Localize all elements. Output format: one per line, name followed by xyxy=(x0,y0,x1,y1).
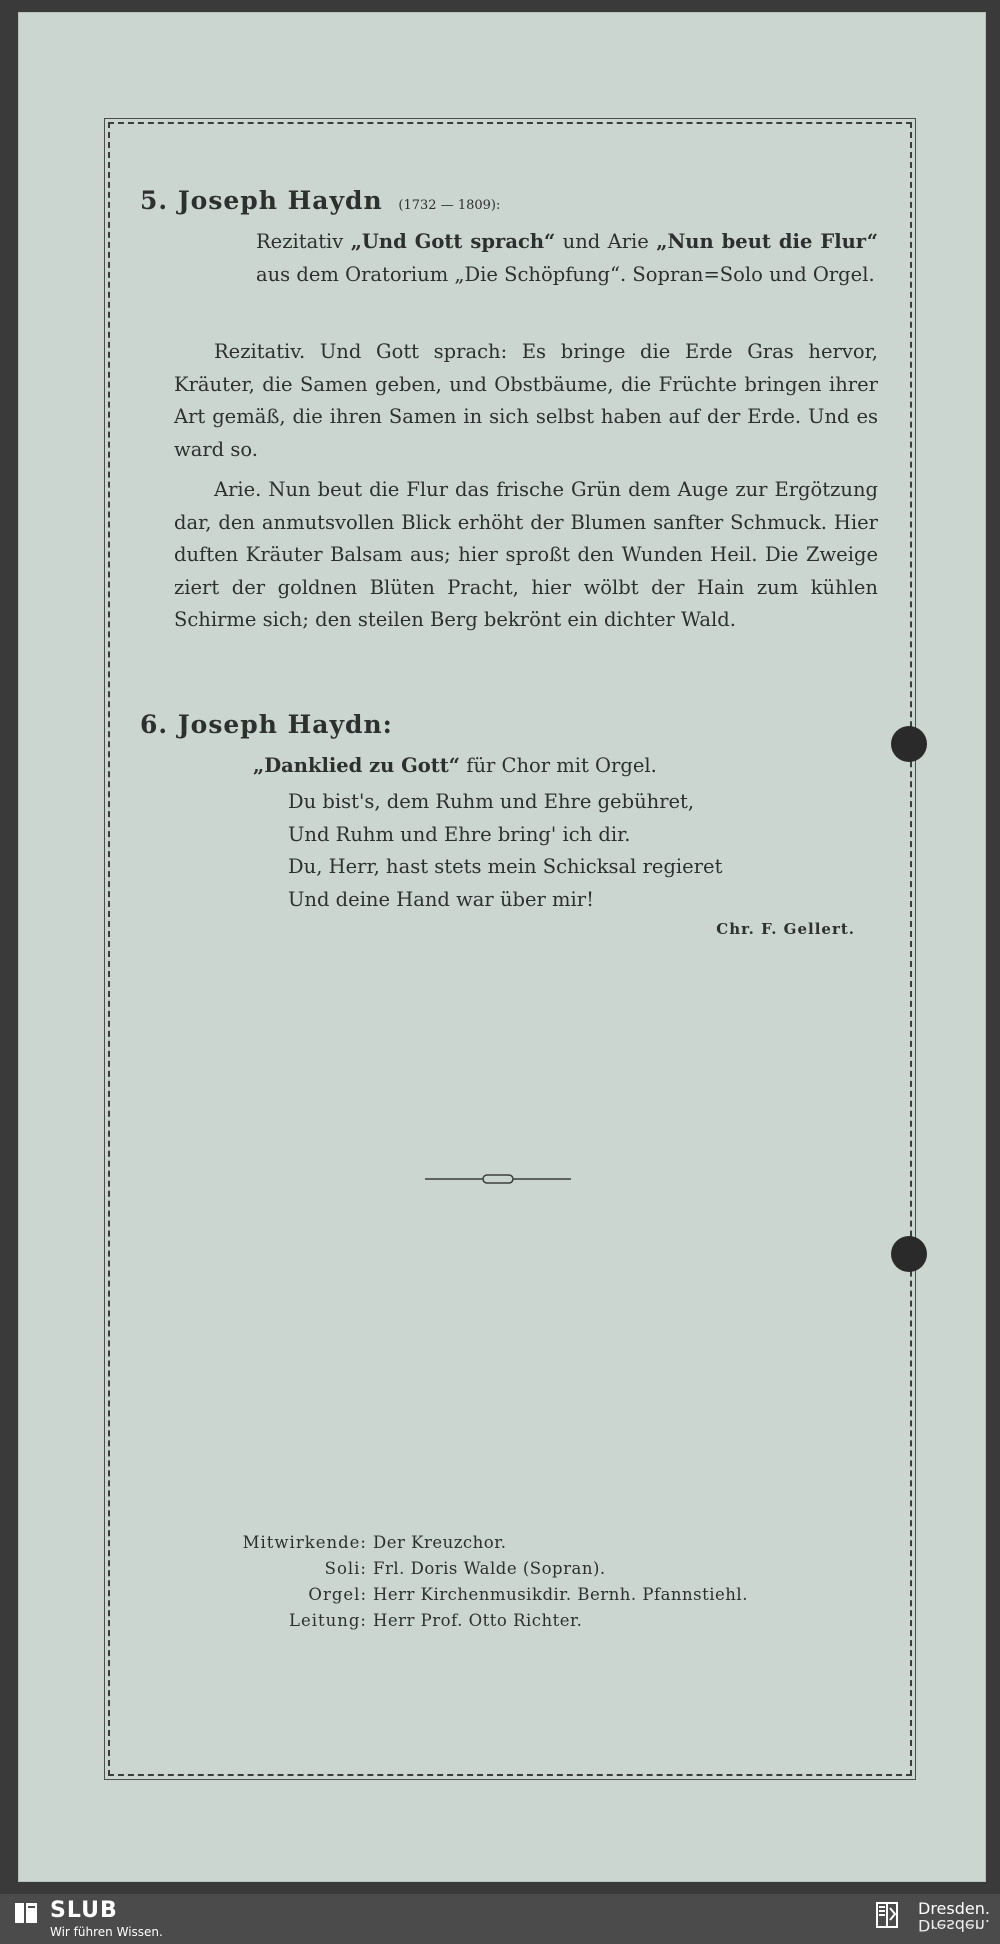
dresden-crest-icon xyxy=(876,1902,898,1928)
book-icon xyxy=(14,1901,38,1925)
work-title: „Und Gott sprach“ xyxy=(350,230,556,253)
credit-name: Herr Prof. Otto Richter. xyxy=(373,1611,583,1630)
credits-list xyxy=(230,1530,748,1634)
recitative-text: Rezitativ. Und Gott sprach: Es bringe die Erde Gras hervor, Kräuter, die Samen geben, und Obstbäume, die Früchte bringen ihrer Art gemäß, die ihren Samen in sich selbst haben auf der Erde. Und es ward so. xyxy=(174,340,878,461)
section-6-heading xyxy=(140,710,393,739)
verse-line: Du bist's, dem Ruhm und Ehre gebühret, xyxy=(288,790,695,813)
verse-block xyxy=(288,786,722,916)
work-title: „Danklied zu Gott“ xyxy=(253,754,461,777)
slub-tagline: Wir führen Wissen. xyxy=(50,1925,163,1939)
verse-author: Chr. F. Gellert. xyxy=(716,920,855,938)
section-5-intro: Rezitativ „Und Gott sprach“ und Arie „Nun beut die Flur“ aus dem Oratorium „Die Schöpfung“. Sopran=Solo und Orgel. xyxy=(256,230,878,286)
work-title: „Nun beut die Flur“ xyxy=(656,230,878,253)
verse-line: Und deine Hand war über mir! xyxy=(288,887,594,911)
slub-brand[interactable]: SLUB xyxy=(50,1898,118,1923)
composer-dates: (1732 — 1809): xyxy=(398,198,501,213)
credit-name: Der Kreuzchor. xyxy=(373,1533,507,1552)
composer-name: Joseph Haydn xyxy=(177,186,383,215)
composer-name: Joseph Haydn: xyxy=(177,710,393,739)
punch-hole xyxy=(891,1236,927,1272)
viewer-footer xyxy=(0,1894,1000,1944)
credit-row xyxy=(230,1556,748,1582)
credit-row xyxy=(230,1530,748,1556)
credit-role: Mitwirkende: xyxy=(242,1533,367,1552)
credit-row xyxy=(230,1608,748,1634)
credit-role: Orgel: xyxy=(308,1585,367,1604)
credit-role: Leitung: xyxy=(288,1611,367,1630)
credit-name: Herr Kirchenmusikdir. Bernh. Pfannstiehl. xyxy=(373,1585,748,1604)
section-number: 5. xyxy=(140,186,169,215)
verse-line: Du, Herr, hast stets mein Schicksal regieret xyxy=(288,855,723,878)
verse-line: Und Ruhm und Ehre bring' ich dir. xyxy=(288,822,631,846)
credit-name: Frl. Doris Walde (Sopran). xyxy=(373,1559,606,1578)
credit-row xyxy=(230,1582,748,1608)
section-6-intro: „Danklied zu Gott“ für Chor mit Orgel. xyxy=(253,754,657,777)
section-5-heading xyxy=(140,186,500,215)
punch-hole xyxy=(891,726,927,762)
credit-role: Soli: xyxy=(324,1559,367,1578)
dresden-brand[interactable]: Dresden. Dresden. xyxy=(918,1899,990,1935)
section-number: 6. xyxy=(140,710,169,739)
aria-text: Arie. Nun beut die Flur das frische Grün dem Auge zur Ergötzung dar, den anmutsvollen Blick erhöht der Blumen sanfter Schmuck. Hier duften Kräuter Balsam aus; hier sproßt den Wunden Heil. Die Zweige ziert der goldnen Blüten Pracht, hier wölbt der Hain zum kühlen Schirme sich; den steilen Berg bekrönt ein dichter Wald. xyxy=(174,478,878,631)
divider-ornament xyxy=(425,1173,571,1185)
